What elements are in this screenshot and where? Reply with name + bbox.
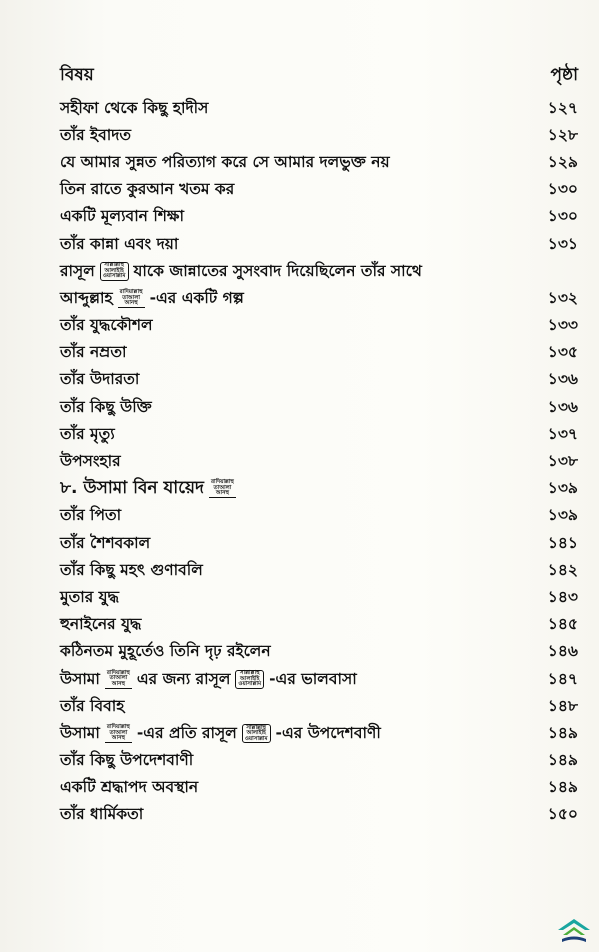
entry-text: হুনাইনের যুদ্ধ: [60, 615, 142, 634]
toc-entry: [60, 584, 578, 611]
entry-page: ১২৭: [547, 98, 578, 117]
toc-entry: [60, 122, 578, 149]
entry-title: [60, 721, 381, 747]
toc-entry: [60, 639, 578, 666]
entry-text: উসামা: [60, 669, 100, 688]
toc-entry: [60, 530, 578, 557]
entry-title: [60, 204, 184, 230]
entry-title: [60, 449, 121, 475]
entry-page: ১৪৬: [547, 642, 578, 661]
publisher-logo-icon: [556, 916, 592, 946]
entry-text: একটি মূল্যবান শিক্ষা: [60, 207, 184, 226]
radiyallahu-anhu-honorific: রাদিয়াল্লাহু তাআলা আনহু: [119, 289, 143, 307]
entry-page: ১৩০: [547, 207, 578, 226]
entry-page: ১৫০: [547, 805, 578, 824]
entry-page: ১৩৭: [547, 424, 578, 443]
entry-page: ১২৮: [547, 125, 578, 144]
entry-text: যে আমার সুন্নত পরিত্যাগ করে সে আমার দলভুক্ত নয়: [60, 152, 390, 171]
toc-entry: [60, 149, 578, 176]
toc-entry: [60, 666, 578, 693]
toc-entry: [60, 313, 578, 340]
toc-entry: [60, 693, 578, 720]
entry-text: উপসংহার: [60, 452, 121, 471]
entry-title: [60, 286, 244, 312]
entry-title: [60, 313, 153, 339]
sallallahu-alaihi-wasallam-honorific: সাল্লাল্লাহু আলাইহি ওয়াসাল্লাম: [235, 670, 264, 689]
entry-text: রাসূল: [60, 261, 95, 280]
entry-title: [60, 612, 141, 638]
entry-page: ১৩৯: [547, 506, 578, 525]
toc-entry: [60, 775, 578, 802]
entry-page: ১৩২: [547, 288, 578, 307]
entry-title: [60, 395, 152, 421]
entry-text: তাঁর ধার্মিকতা: [60, 805, 144, 824]
toc-entry: [60, 285, 578, 312]
entry-text: তাঁর যুদ্ধকৌশল: [60, 316, 153, 335]
toc-entry: [60, 421, 578, 448]
entry-page: ১৪২: [547, 560, 578, 579]
entry-text: ৮. উসামা বিন যায়েদ: [60, 478, 204, 499]
sallallahu-alaihi-wasallam-honorific: সাল্লাল্লাহু আলাইহি ওয়াসাল্লাম: [100, 262, 129, 281]
toc-section-heading: [60, 476, 578, 503]
entry-text: একটি শ্রদ্ধাপদ অবস্থান: [60, 778, 199, 797]
toc-entry: [60, 204, 578, 231]
entry-title: [60, 531, 150, 557]
entry-title: [60, 150, 390, 176]
entry-title: [60, 259, 422, 285]
entry-page: ১৩৫: [547, 343, 578, 362]
toc-entry: [60, 720, 578, 747]
entry-page: ১৪১: [547, 533, 578, 552]
entry-text: সহীফা থেকে কিছু হাদীস: [60, 98, 209, 117]
toc-entry: [60, 177, 578, 204]
sallallahu-alaihi-wasallam-honorific: সাল্লাল্লাহু আলাইহি ওয়াসাল্লাম: [242, 724, 271, 743]
entry-title: [60, 558, 203, 584]
entry-text: -এর প্রতি রাসূল: [136, 723, 237, 742]
toc-entry: [60, 258, 578, 285]
entry-title: [60, 775, 198, 801]
toc-header: [60, 62, 578, 86]
toc-entry: [60, 394, 578, 421]
entry-text: -এর ভালবাসা: [269, 669, 357, 688]
entry-text: তাঁর মৃত্যু: [60, 424, 115, 443]
entry-title: [60, 475, 241, 503]
entry-text: তাঁর কান্না এবং দয়া: [60, 234, 179, 253]
entry-title: [60, 585, 119, 611]
entry-text: তাঁর কিছু মহৎ গুণাবলি: [60, 560, 203, 579]
entry-page: ১৪৭: [547, 669, 578, 688]
entry-text: তাঁর নম্রতা: [60, 343, 127, 362]
entry-title: [60, 748, 193, 774]
entry-text: তাঁর পিতা: [60, 506, 122, 525]
entry-text: তাঁর কিছু উক্তি: [60, 397, 152, 416]
page-column-label: পৃষ্ঠা: [550, 65, 578, 85]
entry-page: ১৩০: [547, 180, 578, 199]
entry-page: ১৩৬: [547, 397, 578, 416]
entry-title: [60, 123, 131, 149]
entry-title: [60, 639, 271, 665]
radiyallahu-anhu-honorific: রাদিয়াল্লাহু তাআলা আনহু: [106, 724, 130, 742]
entry-page: ১৩৯: [547, 479, 578, 498]
entry-title: [60, 503, 121, 529]
entry-title: [60, 177, 234, 203]
entry-page: ১৪৩: [547, 587, 578, 606]
entry-title: [60, 232, 178, 258]
entry-page: ১৩৩: [547, 316, 578, 335]
entry-text: তিন রাতে কুরআন খতম কর: [60, 180, 235, 199]
toc-entry: [60, 748, 578, 775]
toc-entry: [60, 367, 578, 394]
entry-page: ১৪৮: [547, 696, 578, 715]
logo-base-navy: [562, 937, 586, 943]
entry-page: ১৩১: [547, 234, 578, 253]
toc-entry: [60, 503, 578, 530]
radiyallahu-anhu-honorific: রাদিয়াল্লাহু তাআলা আনহু: [211, 479, 234, 497]
entry-text: তাঁর বিবাহ: [60, 696, 125, 715]
entry-text: তাঁর শৈশবকাল: [60, 533, 151, 552]
entry-page: ১৪৯: [547, 723, 578, 742]
entry-page: ১৪৯: [547, 778, 578, 797]
entry-page: ১৩৬: [547, 370, 578, 389]
entry-text: মুতার যুদ্ধ: [60, 587, 119, 606]
entry-page: ১৩৮: [547, 452, 578, 471]
toc-entry: [60, 95, 578, 122]
toc-entry: [60, 802, 578, 829]
toc-entry: [60, 448, 578, 475]
entry-title: [60, 422, 115, 448]
entry-page: ১২৯: [547, 152, 578, 171]
entry-text: কঠিনতম মুহূর্তেও তিনি দৃঢ় রইলেন: [60, 642, 271, 661]
entry-text: -এর একটি গল্প: [149, 288, 244, 307]
entry-text: যাকে জান্নাতের সুসংবাদ দিয়েছিলেন তাঁর সাথে: [133, 261, 422, 280]
entry-text: তাঁর উদারতা: [60, 370, 140, 389]
entry-text: তাঁর কিছু উপদেশবাণী: [60, 751, 194, 770]
entry-title: [60, 96, 208, 122]
entry-title: [60, 667, 357, 693]
entry-text: এর জন্য রাসূল: [136, 669, 231, 688]
entry-page: ১৪৫: [547, 615, 578, 634]
entry-title: [60, 340, 126, 366]
entry-title: [60, 367, 139, 393]
entry-text: -এর উপদেশবাণী: [275, 723, 381, 742]
table-of-contents: [60, 95, 578, 829]
entry-text: তাঁর ইবাদত: [60, 125, 132, 144]
toc-entry: [60, 557, 578, 584]
radiyallahu-anhu-honorific: রাদিয়াল্লাহু তাআলা আনহু: [106, 669, 130, 687]
entry-text: আব্দুল্লাহ: [60, 288, 113, 307]
toc-entry: [60, 612, 578, 639]
logo-roof-green: [563, 927, 585, 935]
toc-entry: [60, 231, 578, 258]
toc-entry: [60, 340, 578, 367]
entry-title: [60, 802, 143, 828]
entry-text: উসামা: [60, 723, 100, 742]
subject-column-label: বিষয়: [60, 65, 94, 85]
entry-title: [60, 694, 124, 720]
entry-page: ১৪৯: [547, 751, 578, 770]
